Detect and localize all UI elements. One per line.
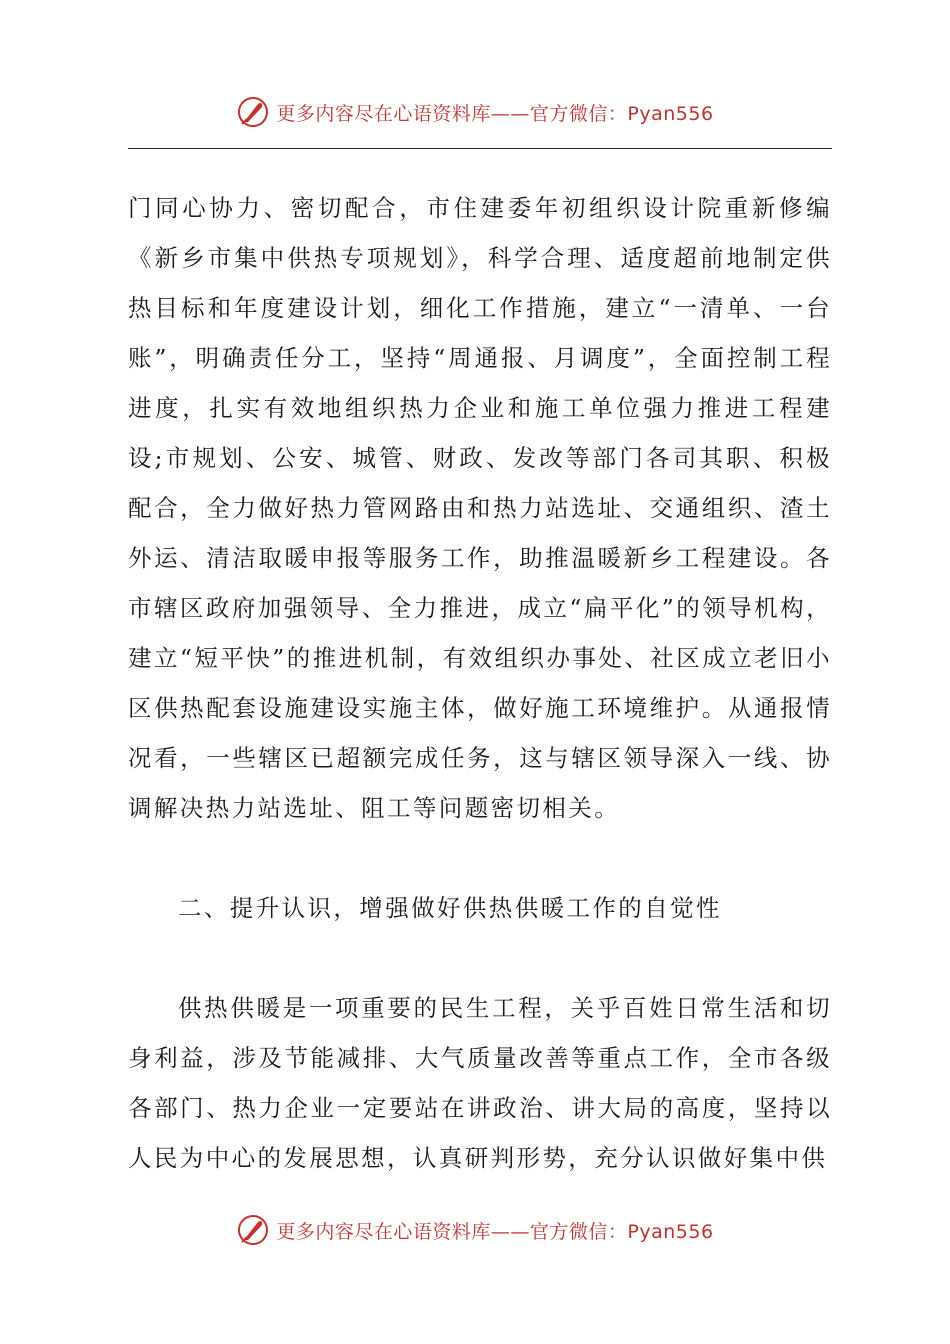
section-heading-2: 二、提升认识，增强做好供热供暖工作的自觉性 xyxy=(178,894,722,922)
header-brand xyxy=(236,95,713,129)
document-body xyxy=(128,183,832,1183)
quill-pen-logo-icon xyxy=(236,95,270,129)
footer-brand-name: 更多内容尽在心语资料库 xyxy=(276,1220,491,1243)
header-separator: —— xyxy=(490,102,530,125)
paragraph-2: 供热供暖是一项重要的民生工程，关乎百姓日常生活和切身利益，涉及节能减排、大气质量改善等重点工作，全市各级各部门、热力企业一定要站在讲政治、讲大局的高度，坚持以人民为中心的发展思想，认真研判形势，充分认识做好集中供 xyxy=(128,994,832,1172)
page-footer xyxy=(0,1210,950,1250)
header-wechat: 官方微信：Pyan556 xyxy=(529,102,714,125)
paragraph-1: 门同心协力、密切配合，市住建委年初组织设计院重新修编《新乡市集中供热专项规划》，科学合理、适度超前地制定供热目标和年度建设计划，细化工作措施，建立“一清单、一台账”，明确责任分工，坚持“周通报、月调度”，全面控制工程进度，扎实有效地组织热力企业和施工单位强力推进工程建设;市规划、公安、城管、财政、发改等部门各司其职、积极配合，全力做好热力管网路由和热力站选址、交通组织、渣土外运、清洁取暖申报等服务工作，助推温暖新乡工程建设。各市辖区政府加强领导、全力推进，成立“扁平化”的领导机构，建立“短平快”的推进机制，有效组织办事处、社区成立老旧小区供热配套设施建设实施主体，做好施工环境维护。从通报情况看，一些辖区已超额完成任务，这与辖区领导深入一线、协调解决热力站选址、阻工等问题密切相关。 xyxy=(128,194,832,822)
footer-wechat: 官方微信：Pyan556 xyxy=(529,1220,714,1243)
header-brand-name: 更多内容尽在心语资料库 xyxy=(276,102,491,125)
quill-pen-logo-icon xyxy=(236,1213,270,1247)
header-brand-text xyxy=(276,99,713,126)
page-header xyxy=(0,92,950,132)
footer-separator: —— xyxy=(490,1220,530,1243)
footer-brand xyxy=(236,1213,713,1247)
header-rule xyxy=(128,148,832,149)
footer-brand-text xyxy=(276,1217,713,1244)
spacer xyxy=(128,833,832,883)
spacer xyxy=(128,933,832,983)
